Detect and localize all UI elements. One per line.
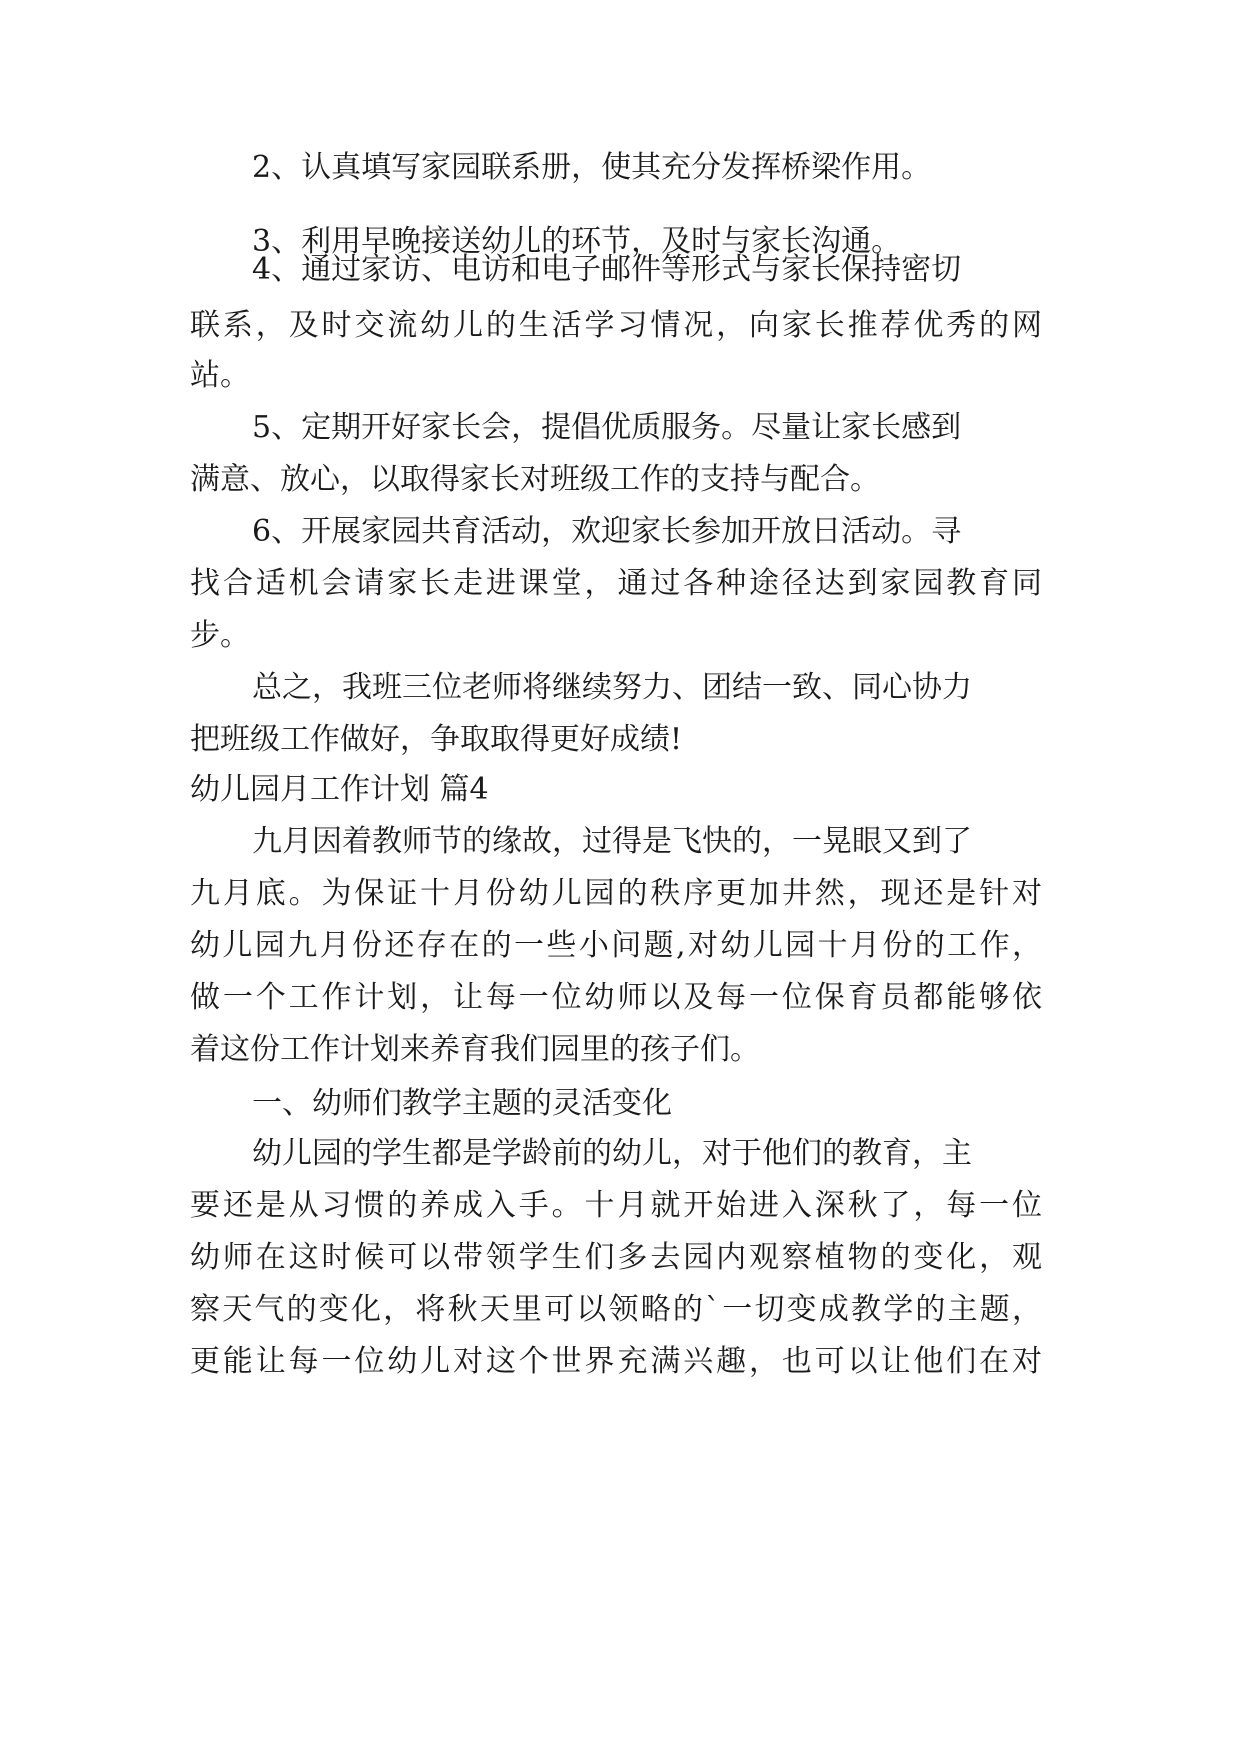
paragraph-line: 2、认真填写家园联系册，使其充分发挥桥梁作用。 <box>252 150 932 185</box>
paragraph-line: 联系，及时交流幼儿的生活学习情况，向家长推荐优秀的网 <box>190 308 1042 343</box>
paragraph-line: 九月底。为保证十月份幼儿园的秩序更加井然，现还是针对 <box>190 876 1042 911</box>
paragraph-line: 4、通过家访、电访和电子邮件等形式与家长保持密切 <box>252 252 962 287</box>
paragraph-line: 幼儿园的学生都是学龄前的幼儿，对于他们的教育，主 <box>252 1136 972 1171</box>
paragraph-line: 幼儿园九月份还存在的一些小问题,对幼儿园十月份的工作， <box>190 928 1042 963</box>
paragraph-line: 总之，我班三位老师将继续努力、团结一致、同心协力 <box>252 670 972 705</box>
paragraph-line: 幼师在这时候可以带领学生们多去园内观察植物的变化，观 <box>190 1240 1042 1275</box>
paragraph-line: 6、开展家园共育活动，欢迎家长参加开放日活动。寻 <box>252 514 962 549</box>
paragraph-line: 把班级工作做好，争取取得更好成绩! <box>190 722 683 757</box>
paragraph-line: 站。 <box>190 358 250 393</box>
paragraph-line: 找合适机会请家长走进课堂，通过各种途径达到家园教育同 <box>190 566 1042 601</box>
paragraph-line: 满意、放心，以取得家长对班级工作的支持与配合。 <box>190 462 880 497</box>
paragraph-line: 3、利用早晚接送幼儿的环节，及时与家长沟通。 <box>252 224 902 259</box>
paragraph-line: 要还是从习惯的养成入手。十月就开始进入深秋了，每一位 <box>190 1188 1042 1223</box>
paragraph-line: 九月因着教师节的缘故，过得是飞快的，一晃眼又到了 <box>252 824 972 859</box>
paragraph-line: 做一个工作计划，让每一位幼师以及每一位保育员都能够依 <box>190 980 1042 1015</box>
section-heading: 幼儿园月工作计划 篇4 <box>190 772 489 807</box>
paragraph-line: 5、定期开好家长会，提倡优质服务。尽量让家长感到 <box>252 410 962 445</box>
paragraph-line: 更能让每一位幼儿对这个世界充满兴趣，也可以让他们在对 <box>190 1344 1042 1379</box>
paragraph-line: 察天气的变化，将秋天里可以领略的`一切变成教学的主题， <box>190 1292 1042 1327</box>
subsection-heading: 一、幼师们教学主题的灵活变化 <box>252 1086 672 1121</box>
paragraph-line: 步。 <box>190 618 250 653</box>
paragraph-line: 着这份工作计划来养育我们园里的孩子们。 <box>190 1032 760 1067</box>
